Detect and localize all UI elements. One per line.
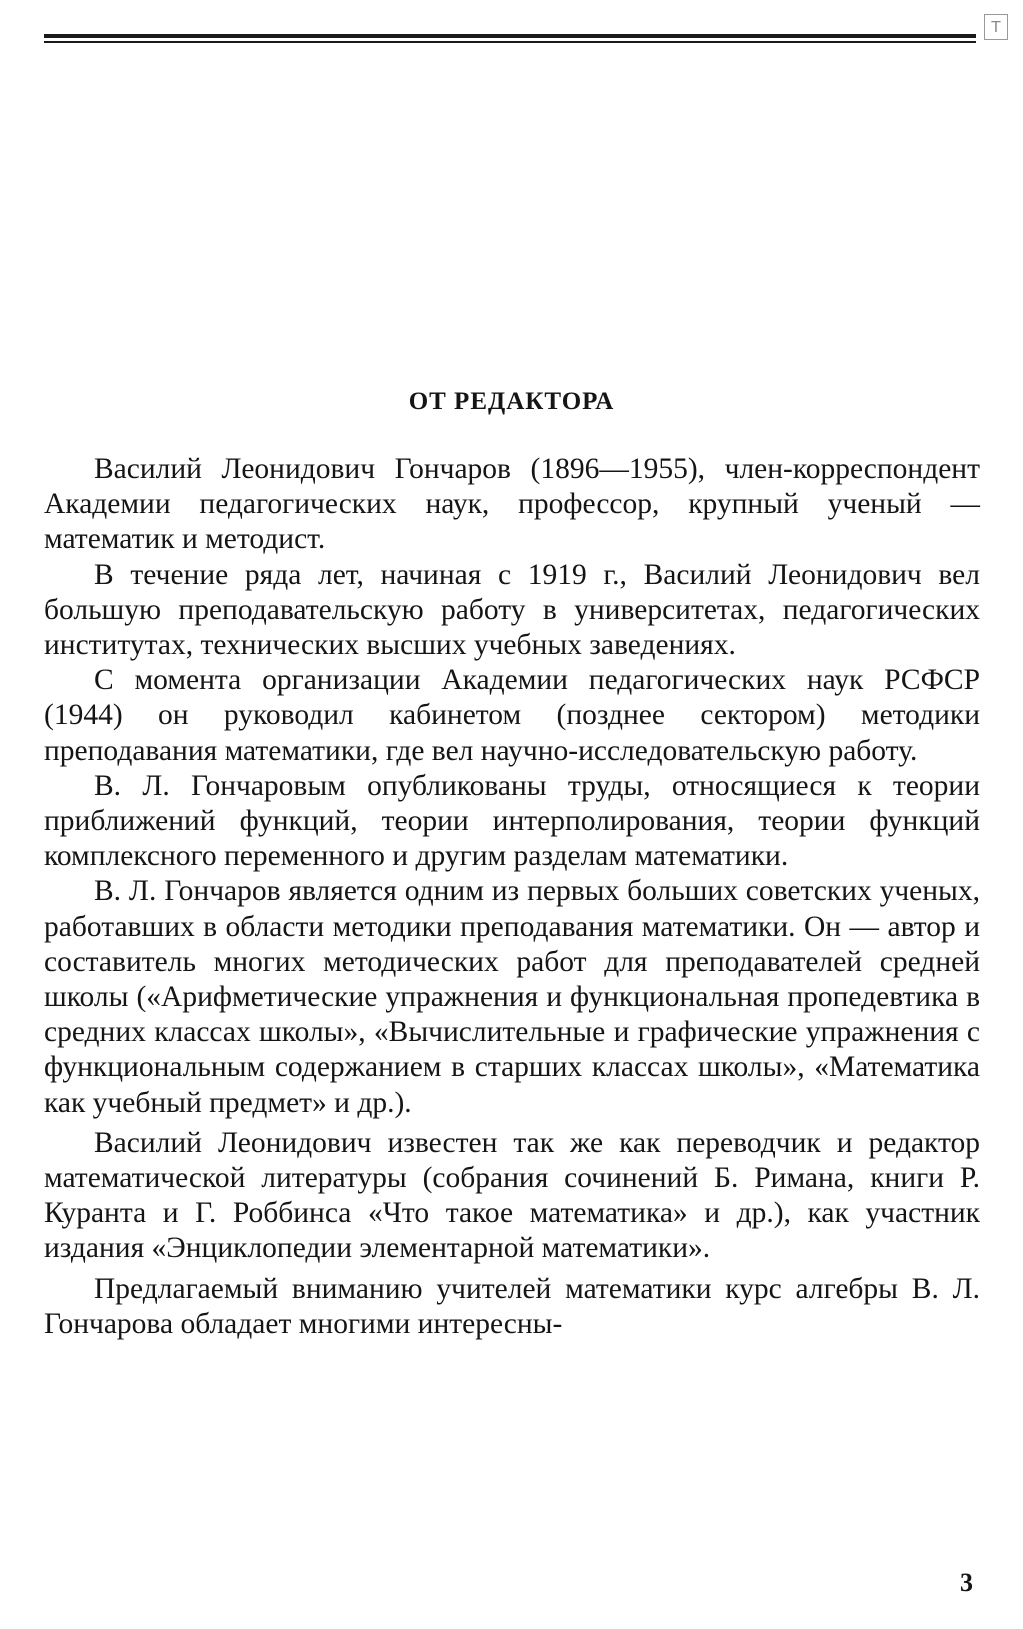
paragraph: В. Л. Гончаров является одним из первых больших советских ученых, работавших в области методики преподавания математики. Он — автор и составитель многих методических работ для преподавателей средней школы («Арифметические упражнения и функциональная пропедевтика в средних классах школы», «Вычислительные и графические упражнения с функциональным содержанием в старших классах школы», «Математика как учебный предмет» и др.). [44,875,980,1119]
page-title: ОТ РЕДАКТОРА [408,388,615,415]
page-number: 3 [960,1568,973,1597]
paragraph: С момента организации Академии педагогических наук РСФСР (1944) он руководил кабинетом (позднее сектором) методики преподавания математики, где вел научно-исследовательскую работу. [44,664,980,767]
corner-mark-icon: T [984,14,1008,40]
paragraph: В. Л. Гончаровым опубликованы труды, относящиеся к теории приближений функций, теории интерполирования, теории функций комплексного переменного и другим разделам математики. [44,769,980,873]
paragraph: Василий Леонидович Гончаров (1896—1955), член-корреспондент Академии педагогических наук, профессор, крупный ученый — математик и методист. [44,453,980,556]
paragraph: Василий Леонидович известен так же как переводчик и редактор математической литературы (собрания сочинений Б. Римана, книги Р. Куранта и Г. Роббинса «Что такое математика» и др.), как участник издания «Энциклопедии элементарной математики». [44,1126,980,1265]
top-rule-thin [44,41,976,43]
paragraph: Предлагаемый вниманию учителей математики курс алгебры В. Л. Гончарова обладает многими интересны- [44,1272,980,1340]
body-text [44,452,980,1342]
top-rule-thick [44,34,976,38]
paragraph: В течение ряда лет, начиная с 1919 г., Василий Леонидович вел большую преподавательскую работу в университетах, педагогических институтах, технических высших учебных заведениях. [44,558,980,662]
